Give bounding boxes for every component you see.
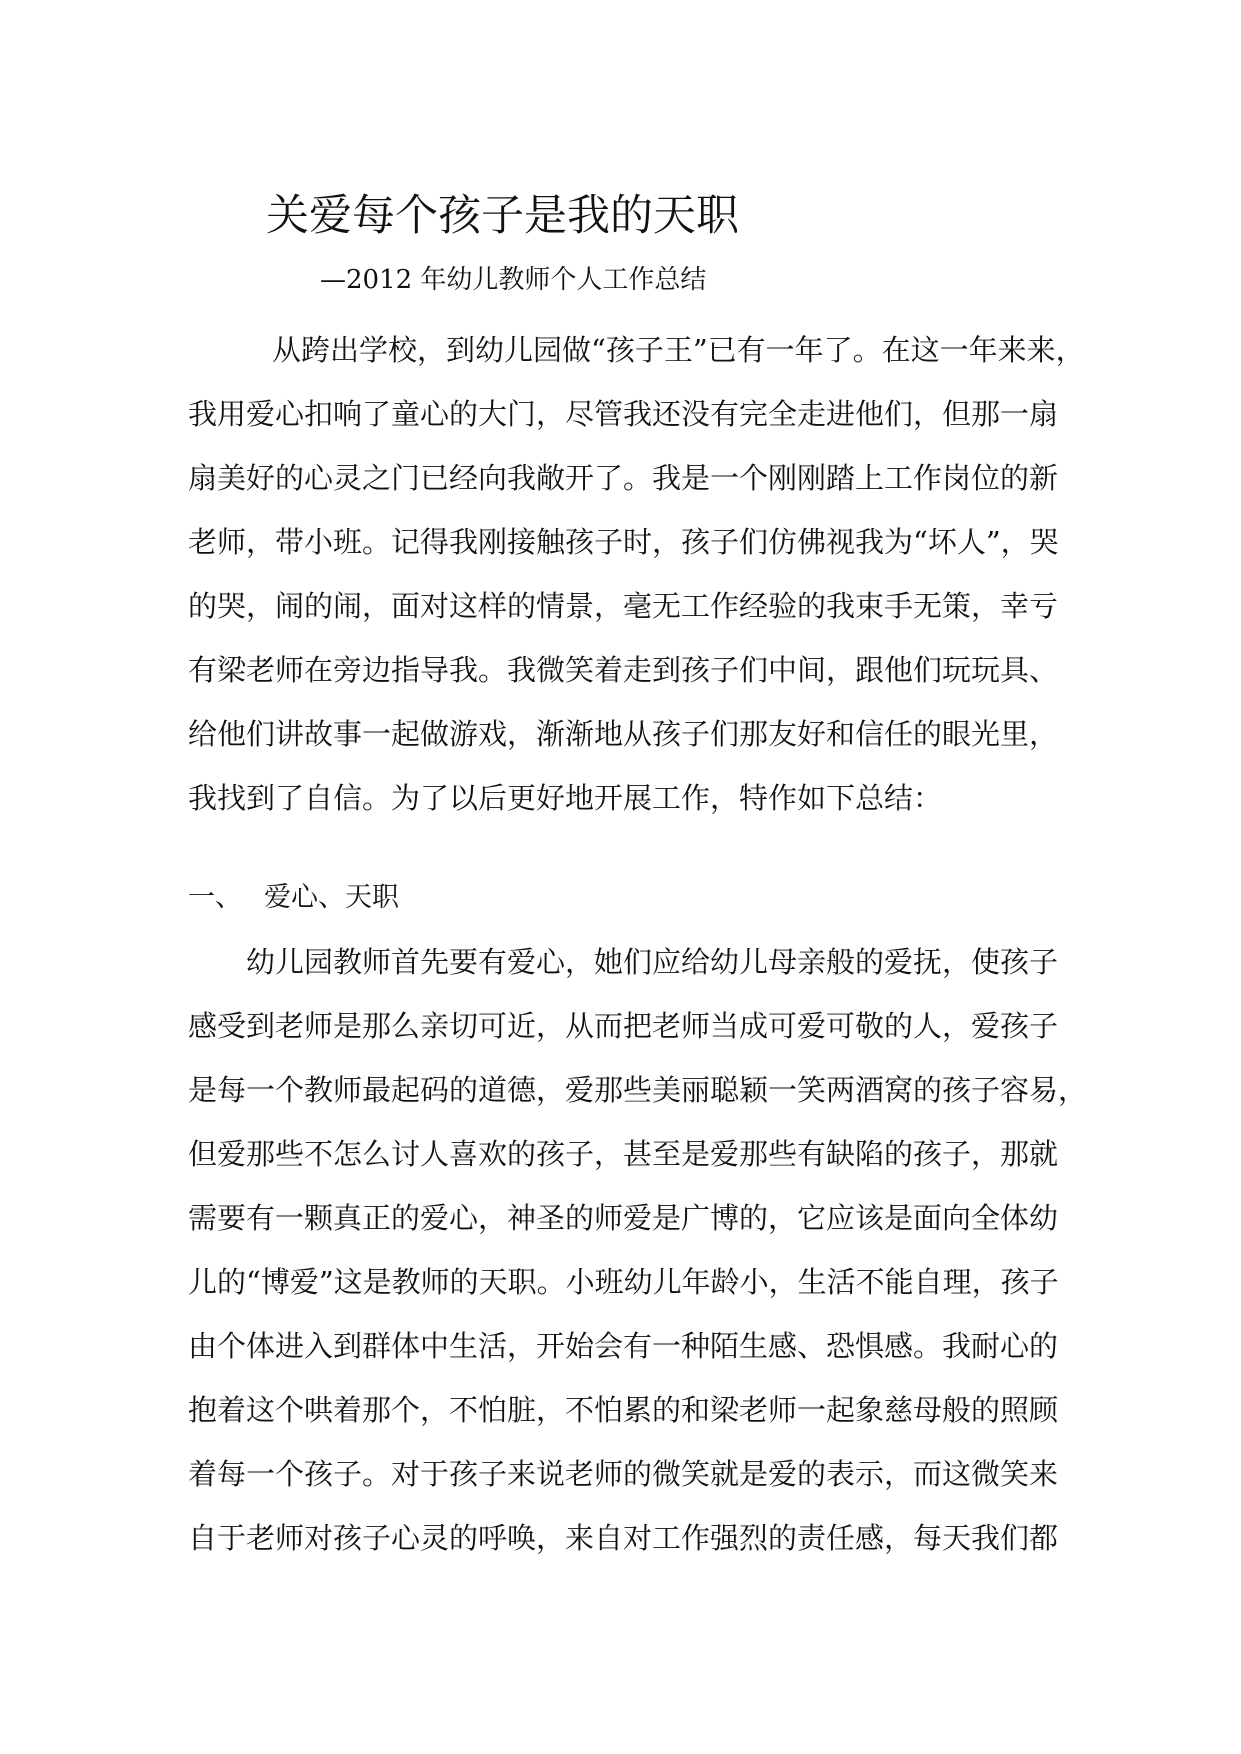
- paragraph-line: 自于老师对孩子心灵的呼唤，来自对工作强烈的责任感，每天我们都: [188, 1521, 1059, 1555]
- paragraph-line: 着每一个孩子。对于孩子来说老师的微笑就是爱的表示，而这微笑来: [188, 1457, 1059, 1491]
- paragraph-line: 我找到了自信。为了以后更好地开展工作，特作如下总结：: [188, 781, 943, 815]
- paragraph-line: 从跨出学校，到幼儿园做“孩子王”已有一年了。在这一年来来，: [272, 333, 1085, 367]
- section-heading-text: 爱心、天职: [264, 882, 399, 913]
- paragraph-line: 幼儿园教师首先要有爱心，她们应给幼儿母亲般的爱抚，使孩子: [246, 945, 1059, 979]
- paragraph-line: 是每一个教师最起码的道德，爱那些美丽聪颖一笑两酒窝的孩子容易，: [188, 1073, 1088, 1107]
- paragraph-line: 有梁老师在旁边指导我。我微笑着走到孩子们中间，跟他们玩玩具、: [188, 653, 1059, 687]
- paragraph-line: 抱着这个哄着那个，不怕脏，不怕累的和梁老师一起象慈母般的照顾: [188, 1393, 1059, 1427]
- paragraph-line: 给他们讲故事一起做游戏，渐渐地从孩子们那友好和信任的眼光里，: [188, 717, 1059, 751]
- paragraph-line: 儿的“博爱”这是教师的天职。小班幼儿年龄小，生活不能自理，孩子: [188, 1265, 1059, 1299]
- paragraph-line: 扇美好的心灵之门已经向我敞开了。我是一个刚刚踏上工作岗位的新: [188, 461, 1059, 495]
- paragraph-line: 但爱那些不怎么讨人喜欢的孩子，甚至是爱那些有缺陷的孩子，那就: [188, 1137, 1059, 1171]
- paragraph-line: 需要有一颗真正的爱心，神圣的师爱是广博的，它应该是面向全体幼: [188, 1201, 1059, 1235]
- paragraph-line: 我用爱心扣响了童心的大门，尽管我还没有完全走进他们，但那一扇: [188, 397, 1059, 431]
- paragraph-line: 感受到老师是那么亲切可近，从而把老师当成可爱可敬的人，爱孩子: [188, 1009, 1059, 1043]
- section-number: 一、: [188, 882, 242, 913]
- document-subtitle: —2012 年幼儿教师个人工作总结: [320, 265, 707, 295]
- document-title: 关爱每个孩子是我的天职: [266, 191, 739, 241]
- paragraph-line: 老师，带小班。记得我刚接触孩子时，孩子们仿佛视我为“坏人”，哭: [188, 525, 1059, 559]
- paragraph-line: 由个体进入到群体中生活，开始会有一种陌生感、恐惧感。我耐心的: [188, 1329, 1059, 1363]
- section-heading: [188, 878, 399, 918]
- paragraph-line: 的哭，闹的闹，面对这样的情景，毫无工作经验的我束手无策，幸亏: [188, 589, 1059, 623]
